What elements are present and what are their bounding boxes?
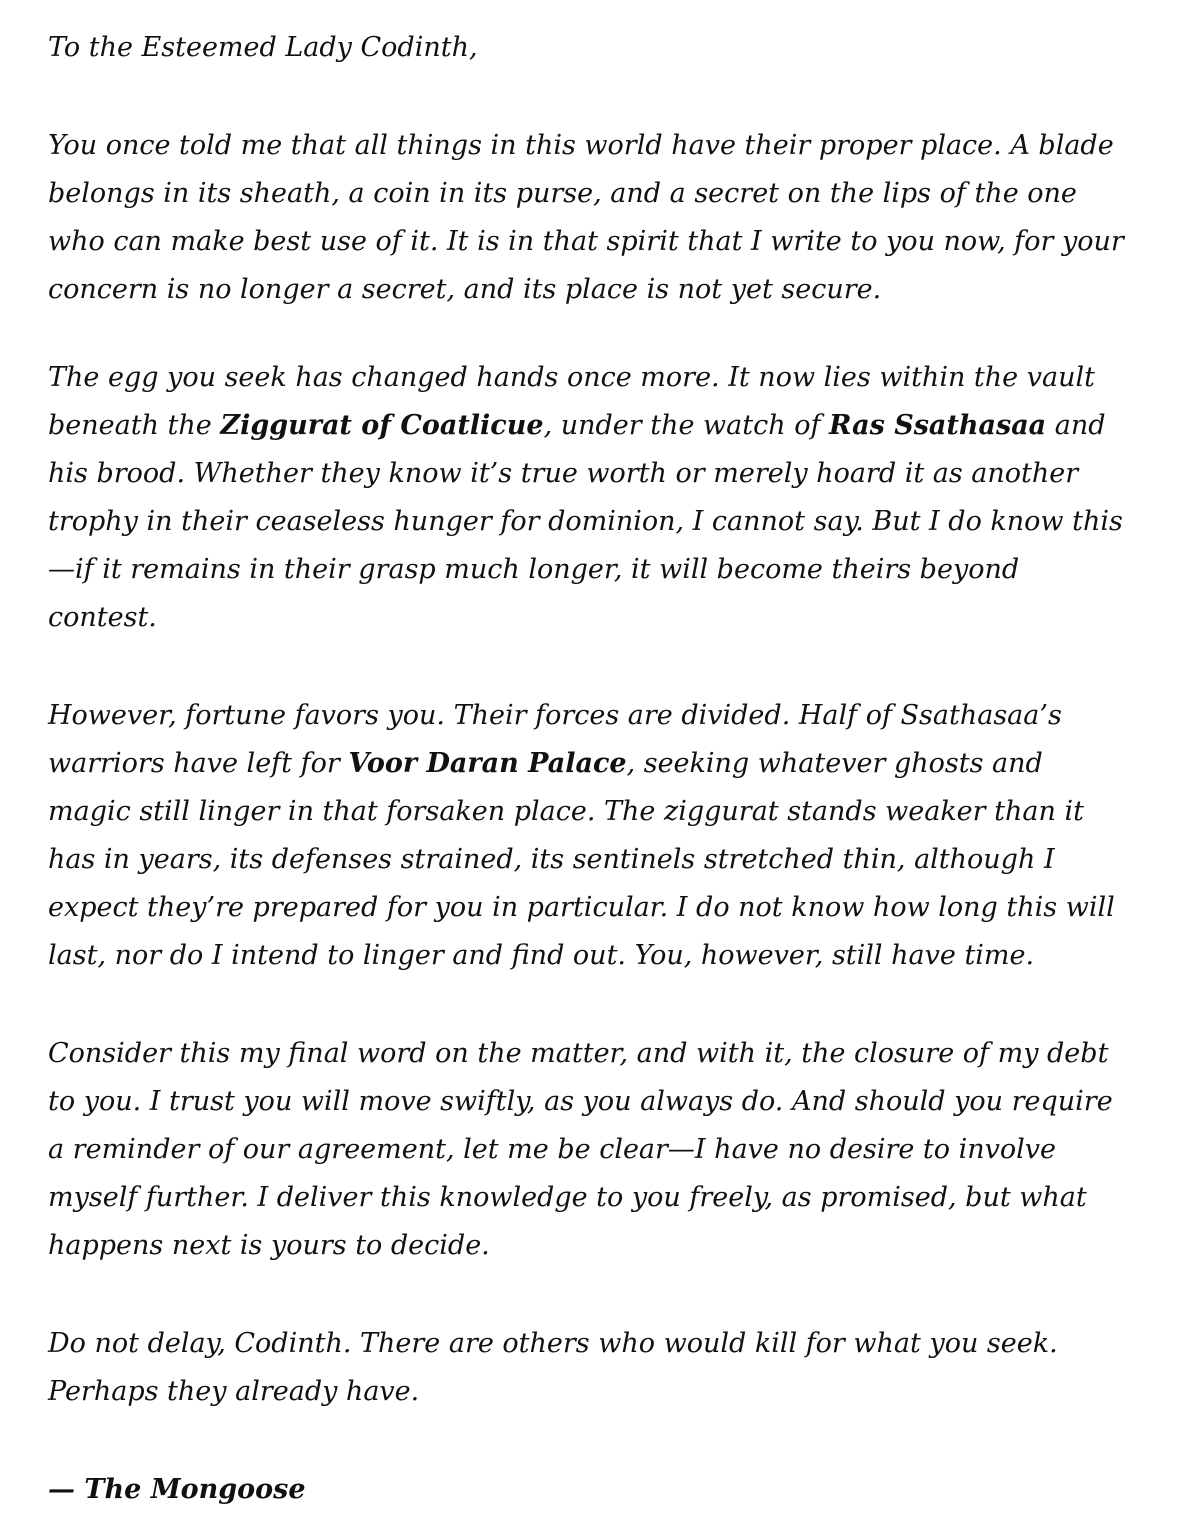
place-name-voor-daran-palace: Voor Daran Palace [348,748,627,779]
paragraph-2 [48,354,1128,642]
paragraph-3 [48,692,1128,980]
letter [48,24,1128,1514]
place-name-ziggurat: Ziggurat of Coatlicue [220,410,544,441]
paragraph-5: Do not delay, Codinth. There are others who would kill for what you seek. Perhaps they already have. [48,1328,1058,1407]
paragraph-1: You once told me that all things in this world have their proper place. A blade belongs in its sheath, a coin in its purse, and a secret on the lips of the one who can make best use of it. It is in that spirit that I write to you now, for your concern is no longer a secret, and its place is not yet secure. [48,130,1124,305]
paragraph-3-text-1: However, fortune favors you. Their forces are divided. Half of Ssathasaa’s warriors have left for [48,700,1062,779]
paragraph-2-text-1: The egg you seek has changed hands once more. It now lies within the vault beneath the [48,362,1095,441]
paragraph-2-text-2: , under the watch of [543,410,830,441]
signature: — The Mongoose [48,1474,306,1505]
paragraph-4: Consider this my final word on the matter, and with it, the closure of my debt to you. I trust you will move swiftly, as you always do. And should you require a reminder of our agreement, let me be clear—I have no desire to involve myself further. I deliver this knowledge to you freely, as promised, but what happens next is yours to decide. [48,1038,1113,1261]
paragraph-3-text-2: , seeking whatever ghosts and magic still linger in that forsaken place. The ziggurat stands weaker than it has in years, its defenses strained, its sentinels stretched thin, although I expect they’re prepared for you in particular. I do not know how long this will last, nor do I intend to linger and find out. You, however, still have time. [48,748,1115,971]
person-name-ras-ssathasaa: Ras Ssathasaa [829,410,1047,441]
salutation: To the Esteemed Lady Codinth, [48,32,478,63]
paragraph-2-text-3: and his brood. Whether they know it’s true worth or merely hoard it as another trophy in their ceaseless hunger for dominion, I cannot say. But I do know this—if it remains in their grasp much longer, it will become theirs beyond contest. [48,410,1123,633]
